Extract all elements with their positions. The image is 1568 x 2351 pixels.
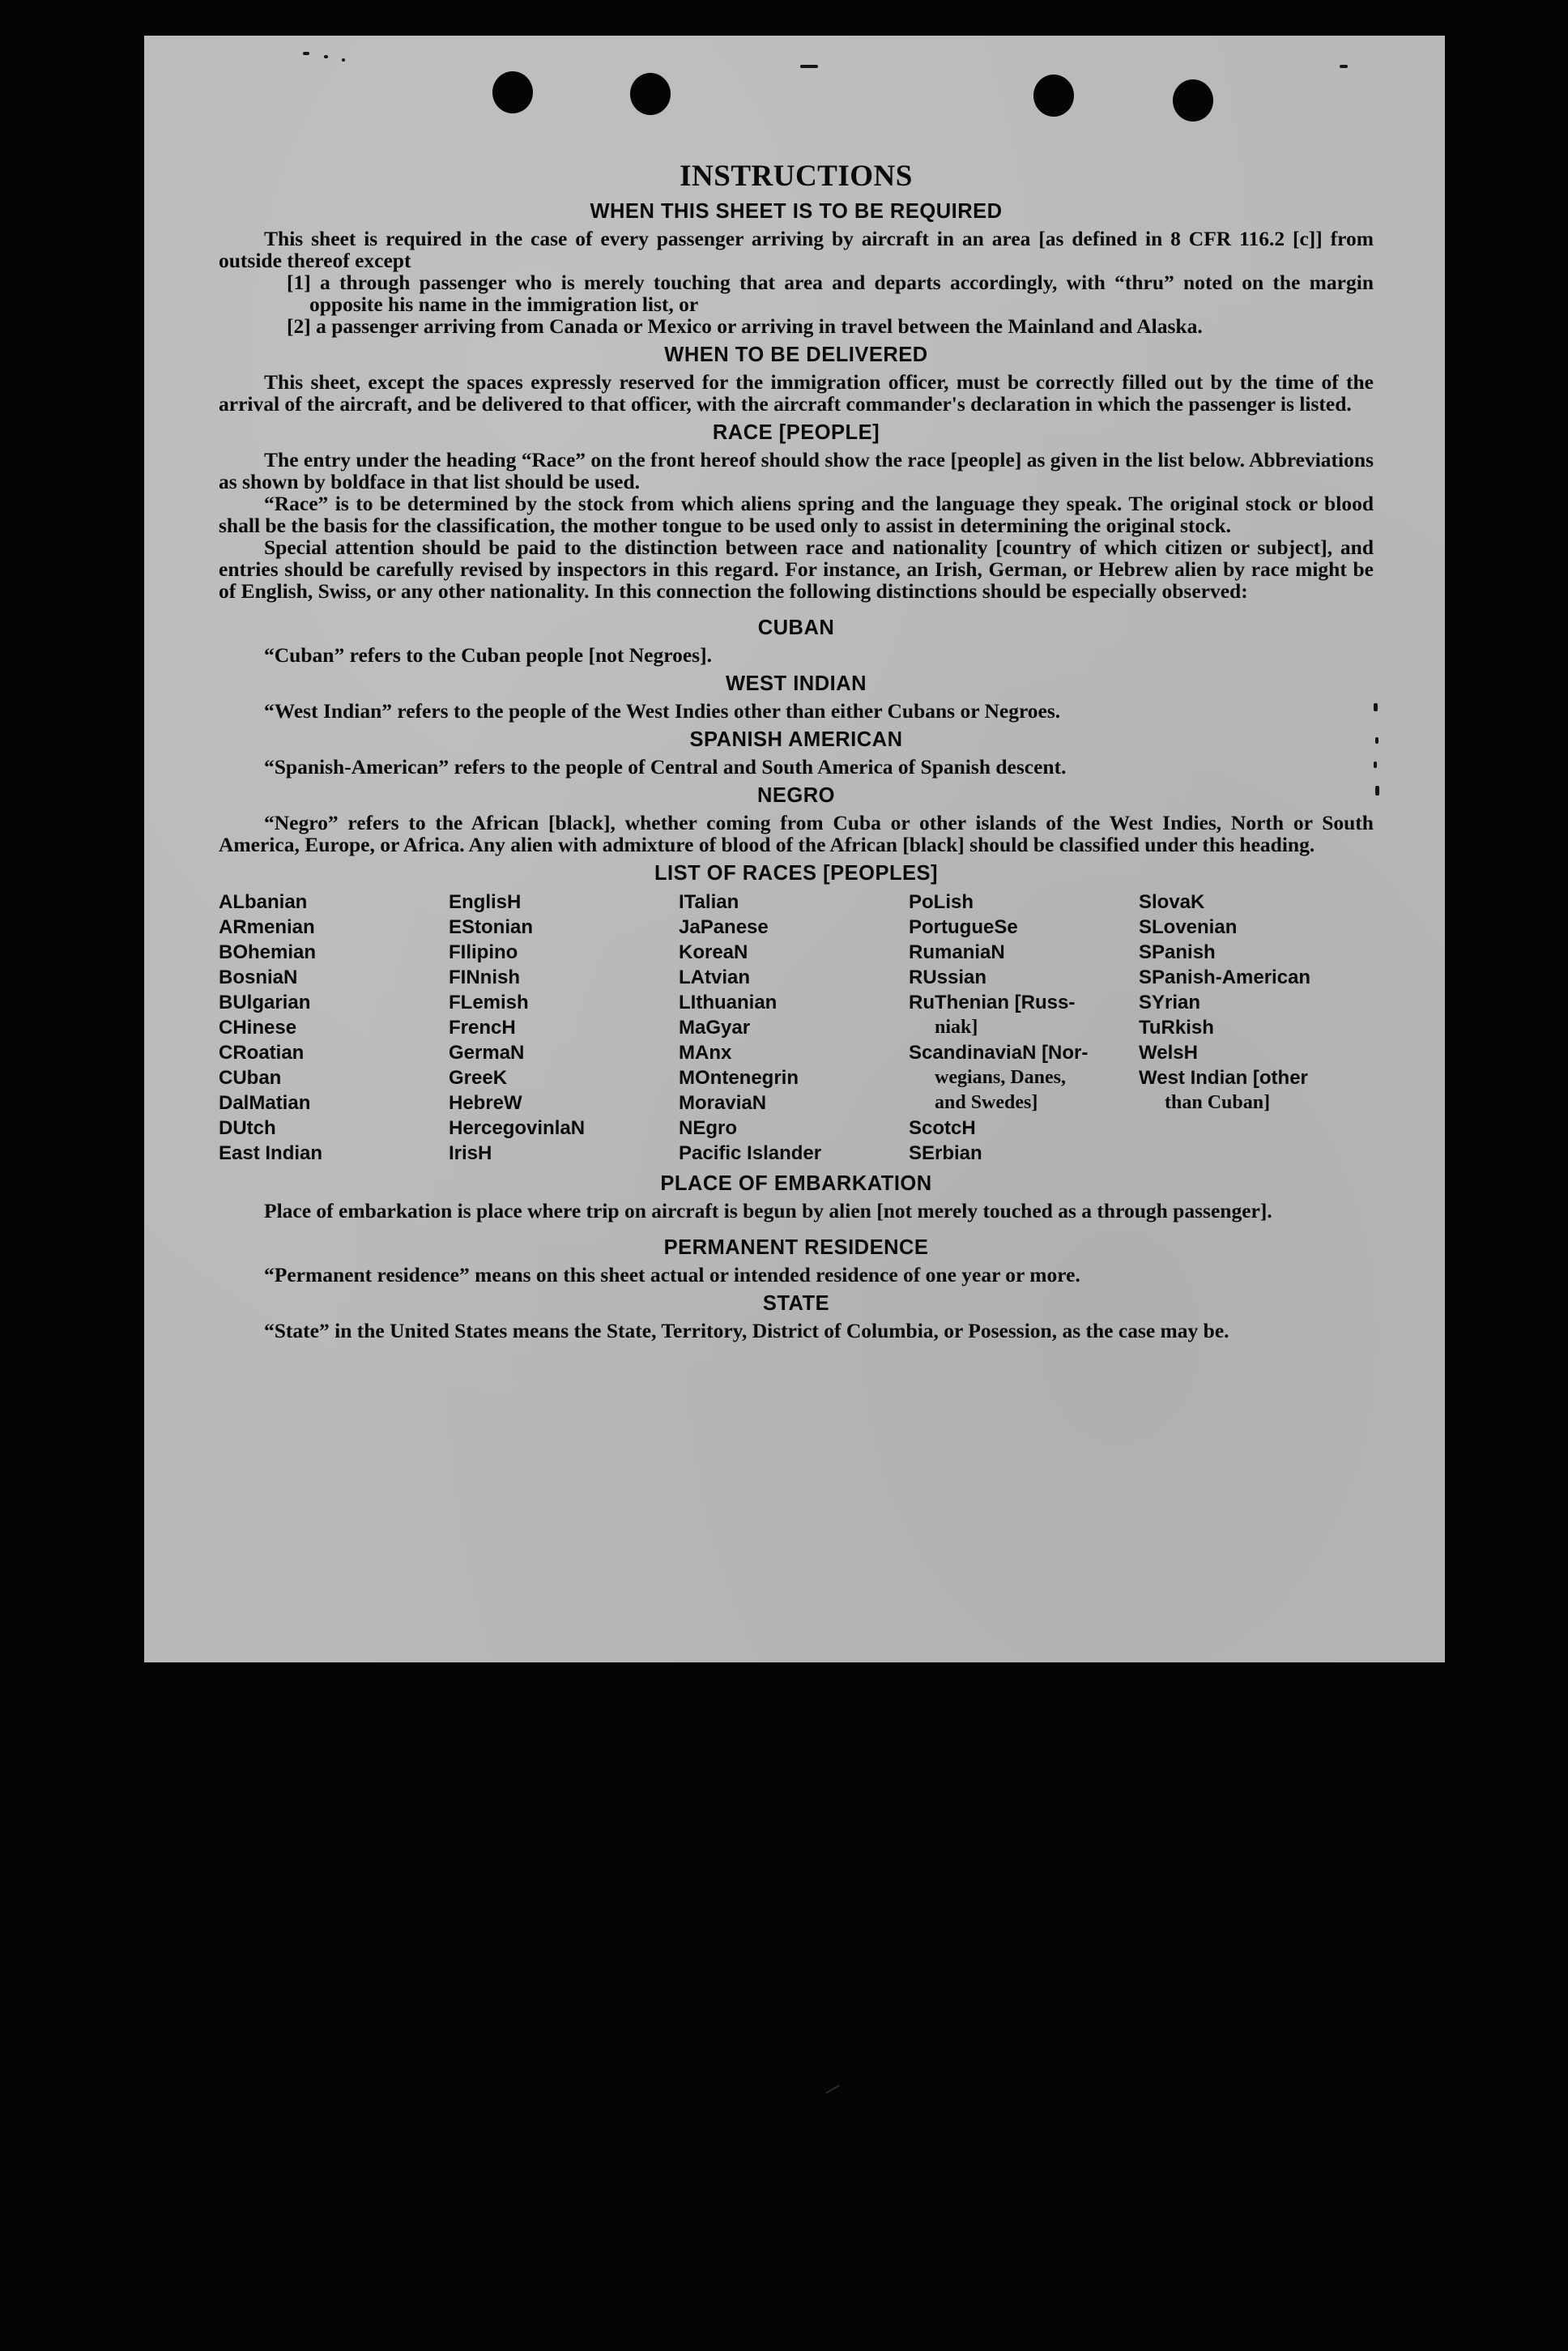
- race-item: KoreaN: [679, 941, 748, 964]
- heading-races-list: LIST OF RACES [PEOPLES]: [654, 862, 939, 885]
- race-item: LAtvian: [679, 966, 751, 989]
- race-item: ALbanian: [219, 891, 308, 914]
- punch-hole: [1173, 79, 1213, 122]
- west-indian-text: “West Indian” refers to the people of the West Indies other than either Cubans or Negroes.: [264, 698, 1061, 723]
- race-item: GermaN: [449, 1042, 525, 1065]
- required-item-1: [1] a through passenger who is merely touching that area and departs accordingly, with “thru” noted on the margin opposite his name in the immigration list, or: [287, 270, 1374, 316]
- race-item: NEgro: [679, 1117, 737, 1140]
- race-item-continuation: than Cuban]: [1165, 1092, 1271, 1114]
- heading-required: WHEN THIS SHEET IS TO BE REQUIRED: [590, 199, 1003, 223]
- races-column-4: [909, 890, 1139, 1166]
- race-item: RuThenian [Russ-: [909, 992, 1076, 1014]
- punch-hole: [492, 71, 533, 113]
- race-paragraph-2: “Race” is to be determined by the stock from which aliens spring and the language they speak. The original stock or blood shall be the basis for the classification, the mother tongue to be used only to assist in determining the original stock.: [219, 491, 1374, 537]
- delivered-text: This sheet, except the spaces expressly reserved for the immigration officer, must be correctly filled out by the time of the arrival of the aircraft, and be delivered to that officer, with the aircraft commander's declaration in which the passenger is listed.: [219, 369, 1374, 416]
- race-item: FIlipino: [449, 941, 518, 964]
- race-item: Pacific Islander: [679, 1142, 822, 1165]
- embarkation-text: Place of embarkation is place where trip on aircraft is begun by alien [not merely touched as a through passenger].: [264, 1199, 1272, 1223]
- race-item: FINnish: [449, 966, 520, 989]
- race-item: SYrian: [1139, 992, 1201, 1014]
- race-item: CUban: [219, 1067, 282, 1090]
- heading-race: RACE [PEOPLE]: [712, 420, 880, 444]
- race-item: JaPanese: [679, 916, 769, 939]
- race-item: BOhemian: [219, 941, 317, 964]
- race-item: East Indian: [219, 1142, 323, 1165]
- paper-speck: [303, 52, 309, 55]
- race-item: ScandinaviaN [Nor-: [909, 1042, 1089, 1065]
- heading-negro: NEGRO: [756, 783, 835, 807]
- race-item: SLovenian: [1139, 916, 1238, 939]
- race-item: SlovaK: [1139, 891, 1205, 914]
- race-item: SPanish-American: [1139, 966, 1311, 989]
- race-item: GreeK: [449, 1067, 508, 1090]
- race-item: CRoatian: [219, 1042, 305, 1065]
- negro-text: “Negro” refers to the African [black], whether coming from Cuba or other islands of the West Indies, North or South America, Europe, or Africa. Any alien with admixture of blood of the African [black] should be classified under this heading.: [219, 811, 1374, 857]
- race-item: WelsH: [1139, 1042, 1198, 1065]
- paper-speck: [1375, 786, 1379, 796]
- race-item: MoraviaN: [679, 1092, 767, 1115]
- race-item: PoLish: [909, 891, 974, 914]
- heading-cuban: CUBAN: [757, 616, 835, 639]
- paper-speck: [1375, 737, 1378, 744]
- paper-speck: [1374, 703, 1378, 711]
- race-item: MAnx: [679, 1042, 732, 1065]
- heading-west-indian: WEST INDIAN: [725, 672, 867, 695]
- races-column-3: [679, 890, 909, 1166]
- permanent-residence-text: “Permanent residence” means on this sheet actual or intended residence of one year or more.: [264, 1263, 1080, 1287]
- races-column-1: [219, 890, 449, 1166]
- paper-speck: [1340, 65, 1348, 68]
- race-item: LIthuanian: [679, 992, 778, 1014]
- races-list: [219, 890, 1374, 1166]
- race-item: RumaniaN: [909, 941, 1005, 964]
- required-item-2: [2] a passenger arriving from Canada or Mexico or arriving in travel between the Mainland and Alaska.: [287, 314, 1203, 338]
- required-intro: This sheet is required in the case of every passenger arriving by aircraft in an area [as defined in 8 CFR 116.2 [c]] from outside thereof except: [219, 226, 1374, 272]
- heading-embarkation: PLACE OF EMBARKATION: [660, 1172, 932, 1196]
- race-item: HercegovinlaN: [449, 1117, 586, 1140]
- race-item: PortugueSe: [909, 916, 1018, 939]
- race-item: DalMatian: [219, 1092, 311, 1115]
- race-item: SPanish: [1139, 941, 1216, 964]
- race-item: SErbian: [909, 1142, 982, 1165]
- race-item: DUtch: [219, 1117, 276, 1140]
- cuban-text: “Cuban” refers to the Cuban people [not Negroes].: [264, 642, 712, 667]
- film-scratch: [825, 2084, 840, 2094]
- race-item: MOntenegrin: [679, 1067, 799, 1090]
- paper-speck: [800, 65, 818, 68]
- race-paragraph-3: Special attention should be paid to the distinction between race and nationality [country of which citizen or subject], and entries should be carefully revised by inspectors in this regard. For instance, an Irish, German, or Hebrew alien by race might be of English, Swiss, or any other nationality. In this connection the following distinctions should be especially observed:: [219, 535, 1374, 603]
- instruction-sheet: [144, 36, 1445, 1662]
- race-item: ScotcH: [909, 1117, 976, 1140]
- race-item: ITalian: [679, 891, 739, 914]
- race-item: BosniaN: [219, 966, 298, 989]
- race-item: FrencH: [449, 1017, 516, 1039]
- heading-state: STATE: [762, 1292, 830, 1316]
- race-item: IrisH: [449, 1142, 492, 1165]
- heading-delivered: WHEN TO BE DELIVERED: [664, 343, 928, 366]
- spanish-american-text: “Spanish-American” refers to the people of Central and South America of Spanish descent.: [264, 754, 1067, 779]
- paper-speck: [1374, 762, 1377, 768]
- race-item: BUlgarian: [219, 992, 311, 1014]
- punch-hole: [1033, 75, 1074, 117]
- race-paragraph-1: The entry under the heading “Race” on the front hereof should show the race [people] as given in the list below. Abbreviations as shown by boldface in that list should be used.: [219, 447, 1374, 493]
- race-item: RUssian: [909, 966, 987, 989]
- race-item: EStonian: [449, 916, 534, 939]
- race-item: TuRkish: [1139, 1017, 1214, 1039]
- race-item-continuation: and Swedes]: [935, 1092, 1038, 1114]
- paper-speck: [342, 58, 345, 62]
- page-title: INSTRUCTIONS: [680, 160, 913, 193]
- heading-permanent-residence: PERMANENT RESIDENCE: [663, 1236, 929, 1260]
- races-column-5: [1139, 890, 1374, 1166]
- race-item-continuation: niak]: [935, 1017, 978, 1039]
- race-item: West Indian [other: [1139, 1067, 1308, 1090]
- race-item-continuation: wegians, Danes,: [935, 1067, 1067, 1089]
- heading-spanish-american: SPANISH AMERICAN: [689, 727, 903, 751]
- race-item: FLemish: [449, 992, 529, 1014]
- state-text: “State” in the United States means the State, Territory, District of Columbia, or Posession, as the case may be.: [264, 1319, 1229, 1343]
- race-item: CHinese: [219, 1017, 297, 1039]
- race-item: HebreW: [449, 1092, 522, 1115]
- race-item: ARmenian: [219, 916, 315, 939]
- races-column-2: [449, 890, 679, 1166]
- race-item: MaGyar: [679, 1017, 751, 1039]
- paper-speck: [324, 55, 328, 58]
- punch-hole: [630, 73, 671, 115]
- race-item: EnglisH: [449, 891, 522, 914]
